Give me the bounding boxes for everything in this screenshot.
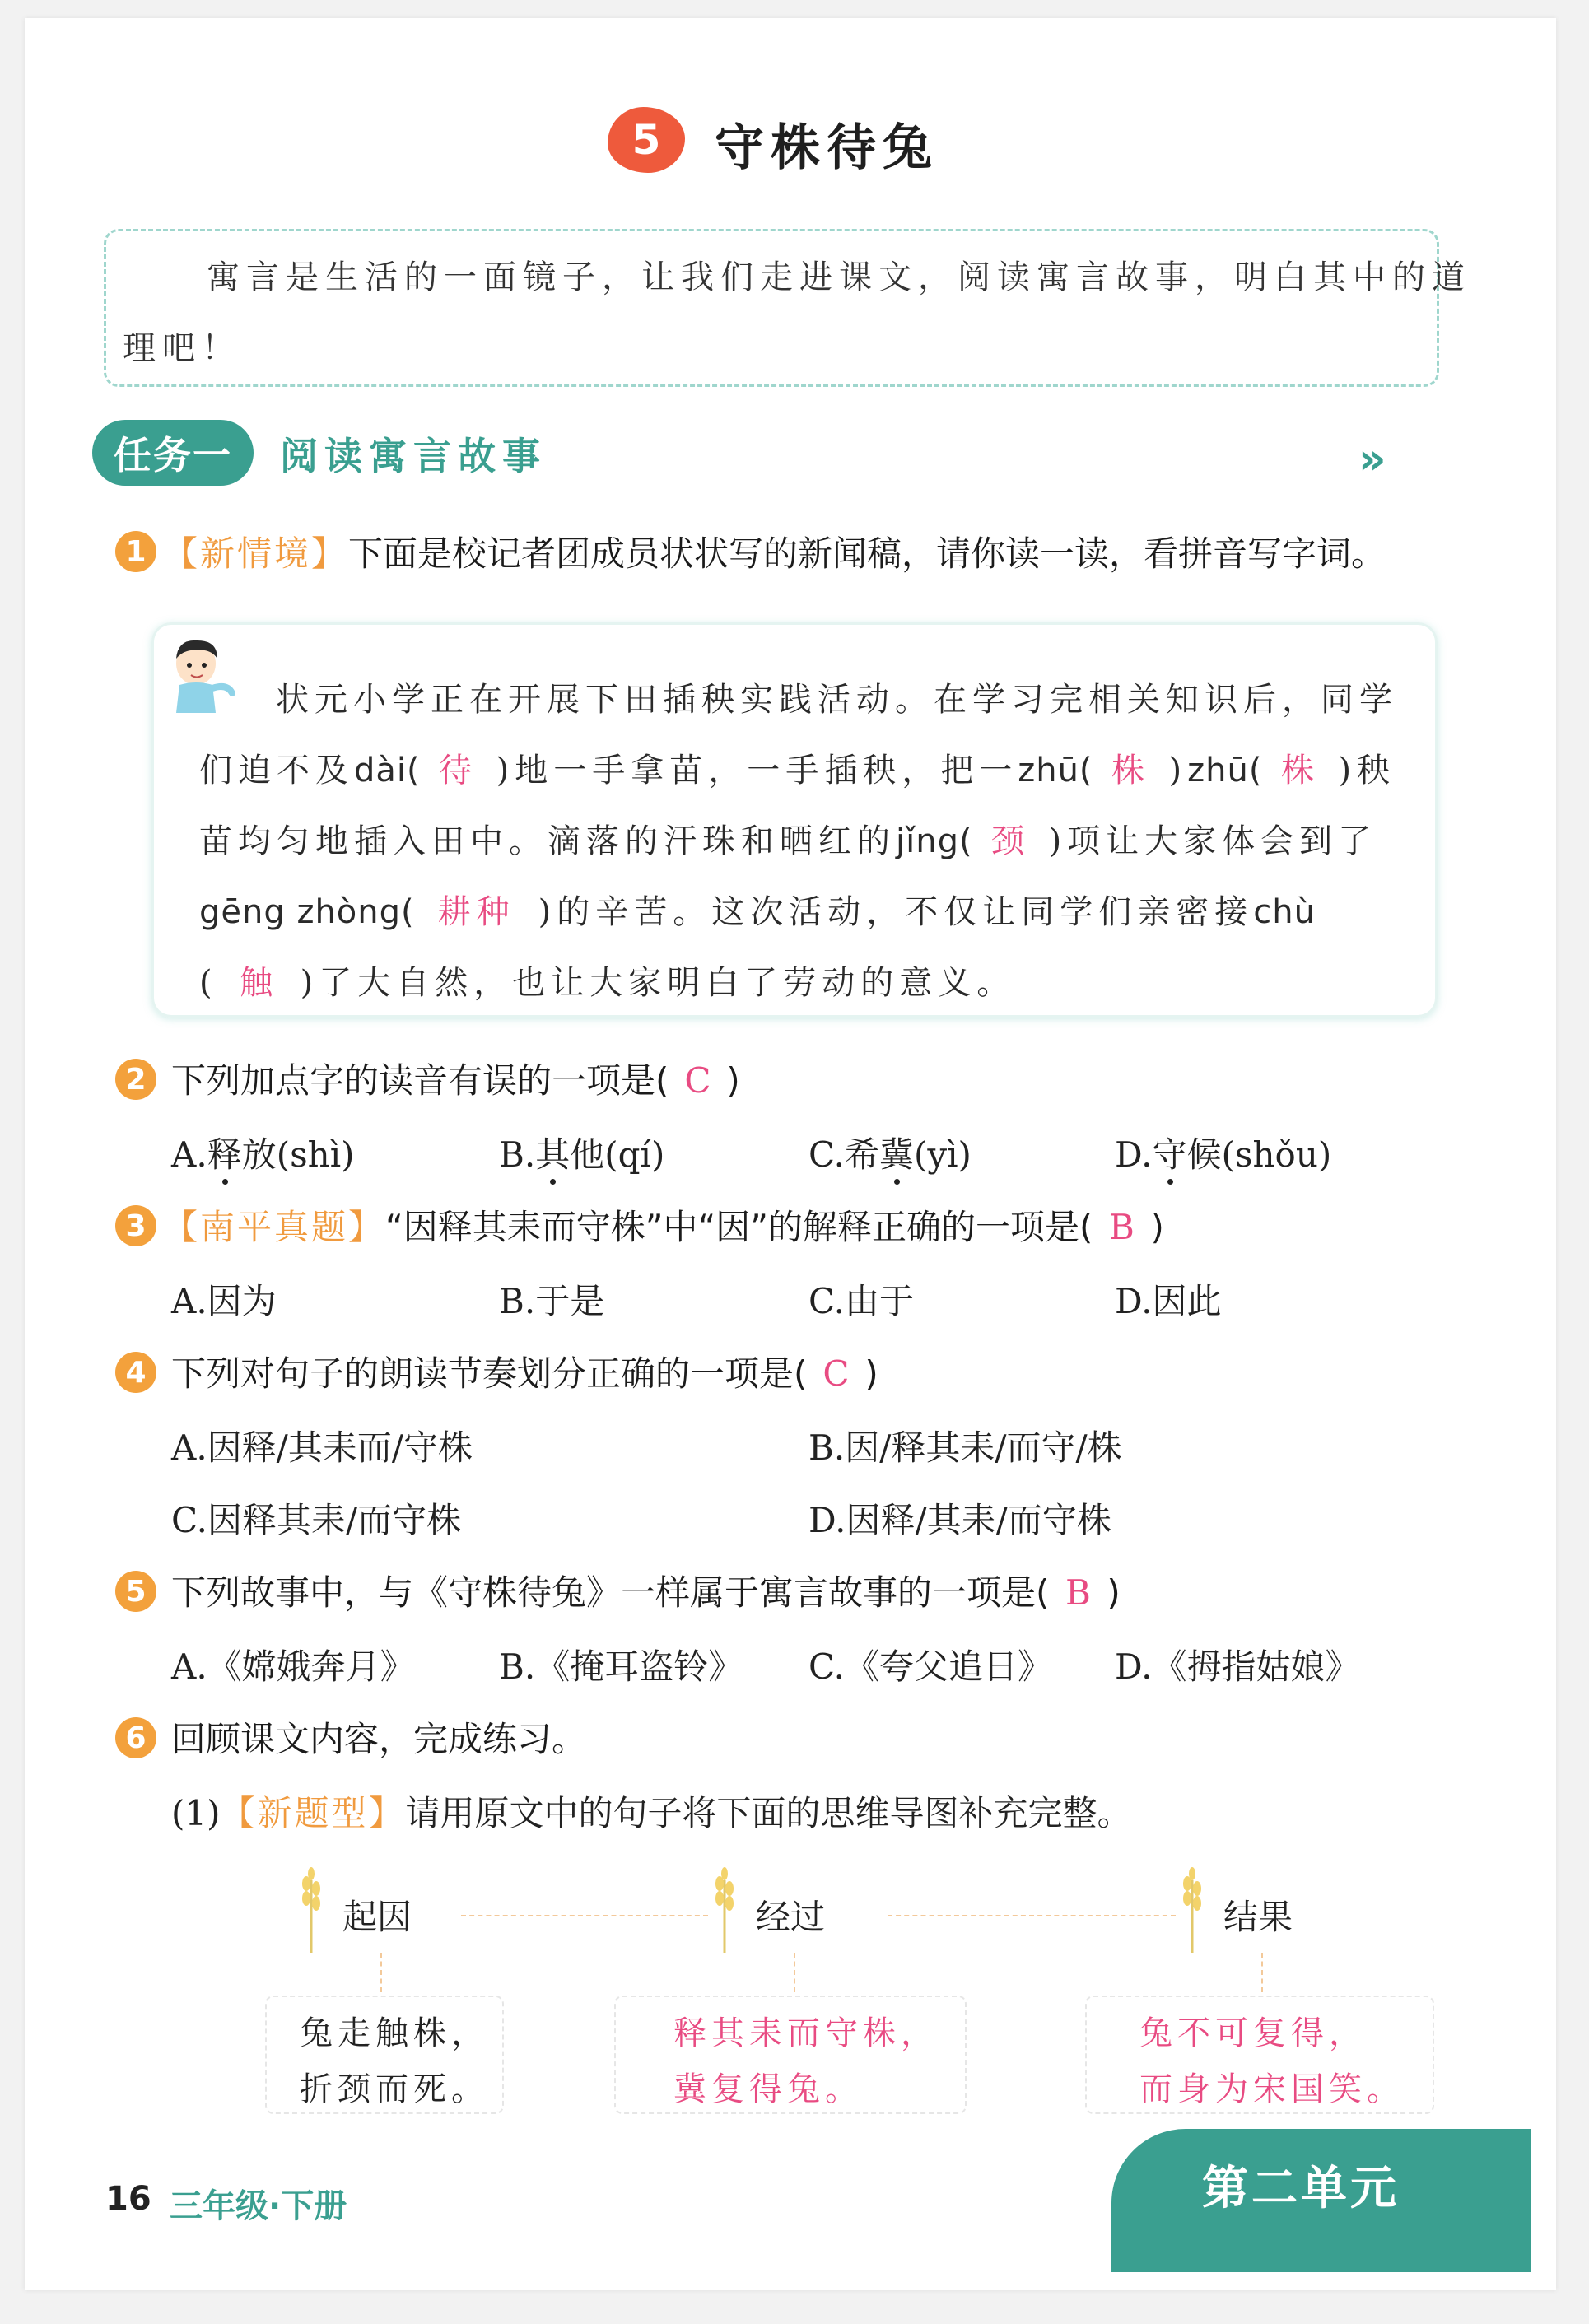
mindmap-head-result: 结果 (1223, 1897, 1293, 1937)
option-a: A.《嫦娥奔月》 (171, 1646, 415, 1687)
question-tag: 【新情境】 (163, 533, 349, 574)
lesson-title: 守株待兔 (715, 119, 939, 177)
mindmap-answer: 而身为宋国笑。 (1139, 2070, 1405, 2108)
option-c: C.《夸父追日》 (808, 1646, 1052, 1687)
question-4-stem (171, 1347, 878, 1396)
pinyin: zhū( (1187, 752, 1263, 789)
answer-choice: C (684, 1060, 711, 1101)
question-tag: 【新题型】 (220, 1793, 406, 1833)
answer-fill: 待 (439, 752, 478, 789)
mindmap-connector (380, 1953, 382, 1992)
option-text: (yì) (914, 1134, 972, 1175)
passage-text: 苗均匀地插入田中。滴落的汗珠和晒红的 (199, 822, 896, 860)
option-d: D.因释/其耒/而守株 (808, 1500, 1111, 1540)
passage-line-5 (199, 957, 1015, 1004)
mindmap-connector (1261, 1953, 1263, 1992)
mindmap-answer: 释其耒而守株， (673, 2014, 939, 2052)
question-number: 1 (115, 531, 156, 572)
option-label: D. (1115, 1134, 1153, 1175)
boy-avatar-icon (161, 634, 235, 716)
question-text: 下列加点字的读音有误的一项是( (171, 1060, 669, 1101)
dotted-char: 释 (207, 1134, 242, 1175)
question-5-stem (171, 1566, 1121, 1615)
page-number: 16 (105, 2180, 151, 2218)
passage-line-1: 状元小学正在开展下田插秧实践活动。在学习完相关知识后，同学 (276, 681, 1398, 719)
question-text: “因释其耒而守株”中“因”的解释正确的一项是( (385, 1207, 1093, 1247)
pinyin: jǐng( (896, 822, 973, 860)
option-a (171, 1128, 355, 1177)
option-d: D.《拇指姑娘》 (1115, 1646, 1360, 1687)
unit-label: 第二单元 (1202, 2162, 1400, 2215)
bracket: ) (1107, 1572, 1121, 1613)
wheat-icon (708, 1864, 741, 1954)
option-b: B.于是 (499, 1281, 605, 1321)
question-text: 下列故事中，与《守株待兔》一样属于寓言故事的一项是( (171, 1572, 1050, 1613)
pinyin: dài( (354, 752, 421, 789)
answer-fill: 触 (240, 964, 279, 1002)
mindmap-connector (794, 1953, 795, 1992)
pinyin: gēng zhòng( (199, 893, 415, 931)
mindmap-connector (461, 1915, 708, 1916)
bracket: ) (1150, 1207, 1164, 1247)
option-label: A. (171, 1134, 207, 1175)
intro-text-line1: 寓言是生活的一面镜子，让我们走进课文，阅读寓言故事，明白其中的道 (207, 258, 1471, 296)
passage-line-2 (199, 744, 1396, 791)
question-text: 下面是校记者团成员状状写的新闻稿，请你读一读，看拼音写字词。 (348, 533, 1386, 574)
option-b: B.因/释其耒/而守/株 (808, 1427, 1122, 1468)
pinyin: zhū( (1018, 752, 1093, 789)
question-text: 下列对句子的朗读节奏划分正确的一项是( (171, 1353, 808, 1394)
option-text: 候(shǒu) (1186, 1134, 1332, 1175)
mindmap-answer: 兔不可复得， (1139, 2014, 1367, 2052)
question-number: 4 (115, 1352, 156, 1393)
passage-text: 们迫不及 (199, 752, 354, 789)
sub-text: 请用原文中的句子将下面的思维导图补充完整。 (405, 1793, 1132, 1833)
task-title: 阅读寓言故事 (280, 434, 547, 478)
answer-choice: B (1109, 1207, 1135, 1247)
question-6-sub1 (171, 1786, 1132, 1836)
mindmap-text: 兔走触株， (300, 2014, 489, 2052)
pinyin: chù (1253, 893, 1316, 931)
answer-fill: 株 (1280, 752, 1320, 789)
answer-fill: 颈 (991, 822, 1031, 860)
dotted-char: 守 (1152, 1134, 1187, 1175)
answer-choice: C (822, 1353, 850, 1394)
option-b (499, 1128, 664, 1177)
option-b: B.《掩耳盗铃》 (499, 1646, 743, 1687)
option-a: A.因为 (171, 1281, 277, 1321)
wheat-icon (1176, 1864, 1209, 1954)
option-text: 他(qí) (570, 1134, 665, 1175)
option-c (808, 1128, 972, 1177)
sub-number: (1) (171, 1793, 221, 1833)
passage-line-3 (199, 815, 1377, 862)
grade-label: 三年级·下册 (170, 2187, 347, 2225)
passage-text: )项让大家体会到了 (1048, 822, 1377, 860)
answer-fill: 株 (1111, 752, 1151, 789)
answer-fill: 耕种 (437, 893, 515, 931)
mindmap-answer: 冀复得兔。 (673, 2070, 863, 2108)
question-number: 5 (115, 1571, 156, 1612)
mindmap-text: 折颈而死。 (300, 2070, 489, 2108)
wheat-icon (295, 1864, 328, 1954)
dotted-char: 其 (535, 1134, 571, 1175)
question-tag: 【南平真题】 (163, 1207, 386, 1247)
mindmap-head-cause: 起因 (342, 1897, 412, 1937)
option-text: 放(shì) (241, 1134, 355, 1175)
option-a: A.因释/其耒而/守株 (171, 1427, 473, 1468)
passage-text: )地一手拿苗，一手插秧，把一 (496, 752, 1018, 789)
passage-text: )秧 (1338, 752, 1396, 789)
intro-box (104, 229, 1471, 387)
question-2-stem (171, 1054, 740, 1103)
option-d: D.因此 (1115, 1281, 1222, 1321)
question-number: 6 (115, 1717, 156, 1758)
option-c: C.因释其耒/而守株 (171, 1500, 462, 1540)
mindmap-head-process: 经过 (756, 1897, 826, 1937)
bracket: ) (726, 1060, 740, 1101)
passage-text: )的辛苦。这次活动，不仅让同学们亲密接 (538, 893, 1254, 931)
lesson-number-badge (608, 107, 685, 173)
option-d (1115, 1128, 1331, 1177)
unit-tab (1111, 2129, 1531, 2272)
option-label: C.希 (808, 1134, 879, 1175)
option-c: C.由于 (808, 1281, 914, 1321)
question-1-stem (163, 527, 1386, 576)
mindmap-connector (888, 1915, 1176, 1916)
dotted-char: 冀 (879, 1134, 915, 1175)
double-chevron-right-icon: » (1358, 435, 1386, 484)
lesson-number: 5 (631, 116, 661, 164)
intro-text-line2: 理吧！ (123, 329, 241, 367)
passage-text: )了大自然，也让大家明白了劳动的意义。 (300, 964, 1016, 1002)
task-badge: 任务一 (92, 420, 254, 486)
question-number: 3 (115, 1205, 156, 1246)
question-3-stem (163, 1200, 1164, 1250)
answer-choice: B (1065, 1572, 1091, 1613)
passage-line-4 (199, 886, 1316, 933)
passage-text: ) (1168, 752, 1188, 789)
question-6-stem: 回顾课文内容，完成练习。 (171, 1719, 587, 1759)
option-label: B. (499, 1134, 536, 1175)
passage-text: ( (199, 964, 218, 1002)
question-number: 2 (115, 1059, 156, 1100)
bracket: ) (864, 1353, 878, 1394)
